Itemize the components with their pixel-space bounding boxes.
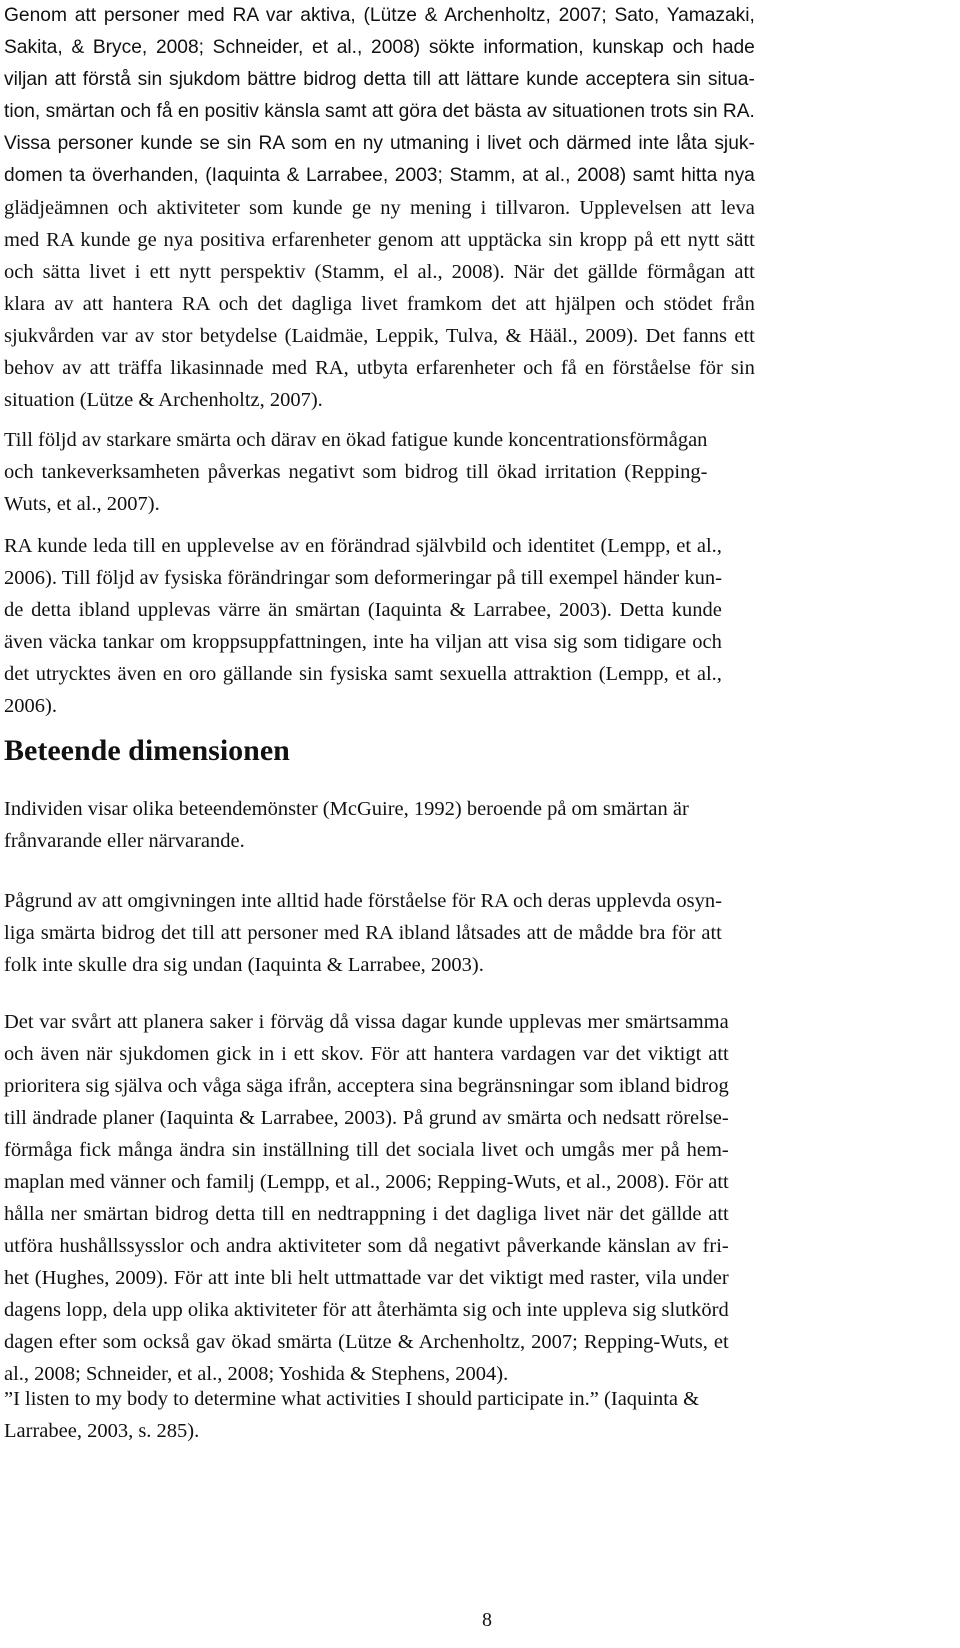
text-line: al., 2008; Schneider, et al., 2008; Yoshida & Stephens, 2004).	[4, 1363, 509, 1385]
text-line: liga smärta bidrog det till att personer med RA ibland låtsades att de mådde bra för att	[4, 922, 722, 944]
paragraph-fatigue-concentration	[4, 424, 707, 520]
text-line: Pågrund av att omgivningen inte alltid hade förståelse för RA och deras upplevda osyn-	[4, 890, 722, 912]
text-line: behov av att träffa likasinnade med RA, utbyta erfarenheter och få en förståelse för sin	[4, 357, 755, 379]
paragraph-planning-daily-life	[4, 1006, 729, 1390]
text-line: hålla ner smärtan bidrog detta till en nedtrappning i det dagliga livet när det gällde att	[4, 1203, 729, 1225]
text-line: det utrycktes även en oro gällande sin fysiska samt sexuella attraktion (Lempp, et al.,	[4, 663, 722, 685]
text-line: klara av att hantera RA och det dagliga livet framkom det att hjälpen och stödet från	[4, 293, 755, 315]
text-line: maplan med vänner och familj (Lempp, et al., 2006; Repping-Wuts, et al., 2008). För att	[4, 1171, 729, 1193]
text-line: Det var svårt att planera saker i förväg då vissa dagar kunde upplevas mer smärtsamma	[4, 1011, 729, 1033]
text-line: ”I listen to my body to determine what activities I should participate in.” (Iaquinta &	[4, 1388, 700, 1410]
text-line: Wuts, et al., 2007).	[4, 493, 160, 515]
text-line: med RA kunde ge nya positiva erfarenheter genom att upptäcka sin kropp på ett nytt sätt	[4, 229, 755, 251]
text-line: viljan att förstå sin sjukdom bättre bidrog detta till att lättare kunde acceptera sin situa-	[4, 69, 755, 90]
section-heading: Beteende dimensionen	[4, 734, 290, 767]
text-line: till ändrade planer (Iaquinta & Larrabee, 2003). På grund av smärta och nedsatt rörelse-	[4, 1107, 729, 1129]
text-line: tion, smärtan och få en positiv känsla samt att göra det bästa av situationen trots sin RA.	[4, 101, 755, 122]
text-line: folk inte skulle dra sig undan (Iaquinta & Larrabee, 2003).	[4, 954, 484, 976]
paragraph-behavior-patterns	[4, 793, 689, 857]
text-line: glädjeämnen och aktiviteter som kunde ge ny mening i tillvaron. Upplevelsen att leva	[4, 197, 755, 219]
paragraph-invisible-pain	[4, 885, 722, 981]
text-line: frånvarande eller närvarande.	[4, 830, 245, 852]
text-line: utföra hushållssysslor och andra aktiviteter som då negativt påverkande känslan av fri-	[4, 1235, 729, 1257]
text-line: 2006).	[4, 695, 57, 717]
text-line: Genom att personer med RA var aktiva, (Lütze & Archenholtz, 2007; Sato, Yamazaki,	[4, 5, 755, 26]
text-line: och sätta livet i ett nytt perspektiv (Stamm, el al., 2008). När det gällde förmågan att	[4, 261, 755, 283]
text-line: het (Hughes, 2009). För att inte bli helt uttmattade var det viktigt med raster, vila under	[4, 1267, 729, 1289]
text-line: Larrabee, 2003, s. 285).	[4, 1420, 200, 1442]
text-line: 2006). Till följd av fysiska förändringar som deformeringar på till exempel händer kun-	[4, 567, 722, 589]
text-line: dagen efter som också gav ökad smärta (Lütze & Archenholtz, 2007; Repping-Wuts, et	[4, 1331, 729, 1353]
text-line: de detta ibland upplevas värre än smärtan (Iaquinta & Larrabee, 2003). Detta kunde	[4, 599, 722, 621]
text-line: domen ta överhanden, (Iaquinta & Larrabee, 2003; Stamm, at al., 2008) samt hitta nya	[4, 165, 755, 186]
text-line: Individen visar olika beteendemönster (McGuire, 1992) beroende på om smärtan är	[4, 798, 689, 820]
text-line: situation (Lütze & Archenholtz, 2007).	[4, 389, 323, 411]
page-number: 8	[482, 1609, 492, 1631]
text-line: Sakita, & Bryce, 2008; Schneider, et al., 2008) sökte information, kunskap och hade	[4, 37, 755, 58]
text-line: och tankeverksamheten påverkas negativt som bidrog till ökad irritation (Repping-	[4, 461, 708, 483]
text-line: förmåga fick många ändra sin inställning till det sociala livet och umgås mer på hem-	[4, 1139, 729, 1161]
text-line: Vissa personer kunde se sin RA som en ny utmaning i livet och därmed inte låta sjuk-	[4, 133, 755, 154]
paragraph-coping-strategies	[4, 0, 755, 416]
paragraph-self-image	[4, 530, 722, 722]
text-line: och även när sjukdomen gick in i ett skov. För att hantera vardagen var det viktigt att	[4, 1043, 729, 1065]
text-line: Till följd av starkare smärta och därav en ökad fatigue kunde koncentrationsförmågan	[4, 429, 708, 451]
text-line: dagens lopp, dela upp olika aktiviteter för att återhämta sig och inte uppleva sig slutkörd	[4, 1299, 729, 1321]
text-line: sjukvården var av stor betydelse (Laidmäe, Leppik, Tulva, & Hääl., 2009). Det fanns ett	[4, 325, 755, 347]
paragraph-quote	[4, 1383, 699, 1447]
text-line: prioritera sig själva och våga säga ifrån, acceptera sina begränsningar som ibland bidrog	[4, 1075, 729, 1097]
text-line: även väcka tankar om kroppsuppfattningen, inte ha viljan att visa sig som tidigare och	[4, 631, 722, 653]
text-line: RA kunde leda till en upplevelse av en förändrad självbild och identitet (Lempp, et al.,	[4, 535, 722, 557]
